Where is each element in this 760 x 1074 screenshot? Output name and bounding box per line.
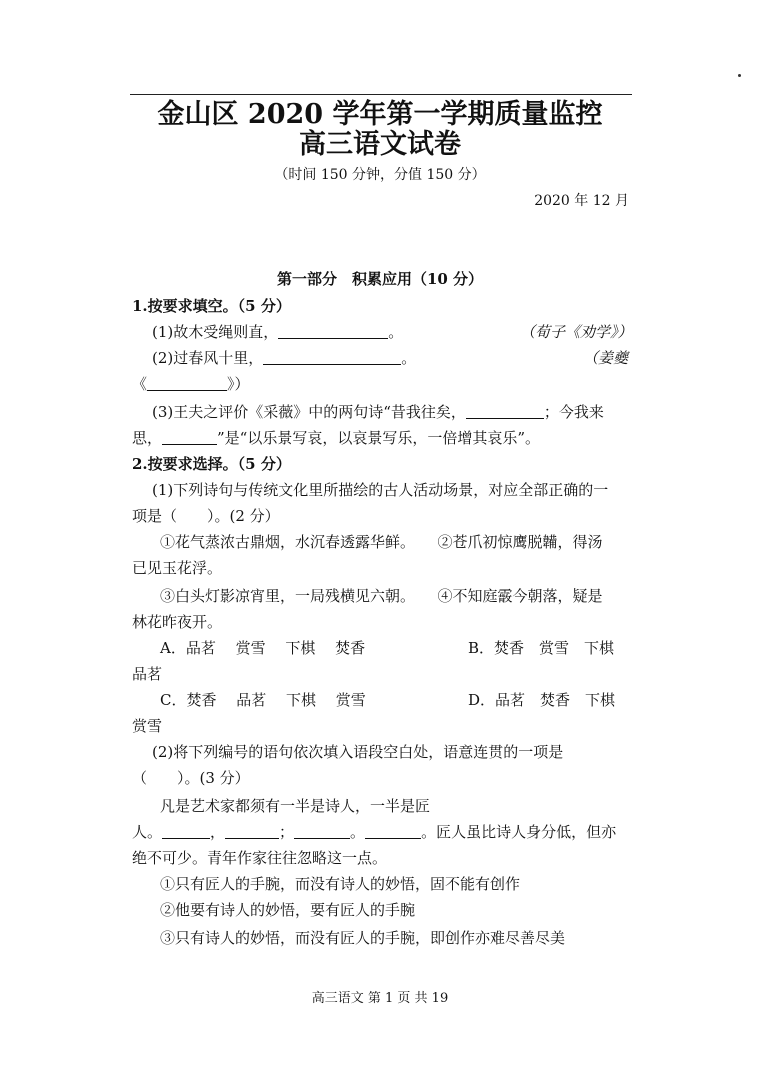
q1-item2-text: (2)过春风十里， [152, 349, 264, 367]
q2-choice-2: ②他要有诗人的妙悟，要有匠人的手腕 [160, 901, 416, 919]
q2-sub2-line1: (2)将下列编号的语句依次填入语段空白处，语意连贯的一项是 [152, 743, 564, 761]
q2-para-sep1: ， [210, 823, 226, 841]
q2-para-blank2[interactable] [225, 824, 279, 839]
q2-para-start: 人。 [132, 823, 163, 841]
q2-sub2-line2: （ ）。(3 分） [132, 769, 250, 787]
q1-item3-blank2[interactable] [162, 430, 217, 445]
q2-paragraph-line3: 绝不可少。青年作家往往忽略这一点。 [132, 849, 388, 867]
corner-mark [738, 74, 741, 77]
q1-item3-blank1[interactable] [466, 404, 544, 419]
q2-option-b[interactable]: B．焚香 赏雪 下棋 [468, 639, 615, 657]
q1-item3-l2-pre: 思， [132, 429, 163, 447]
q2-sub1-line2: 项是（ ）。(2 分） [132, 507, 280, 525]
q1-item2-source: （姜夔 [583, 349, 629, 367]
q1-item3-line2 [132, 428, 540, 448]
exam-subtitle-title: 高三语文试卷 [299, 129, 461, 160]
exam-title: 金山区 2020 学年第一学期质量监控 [157, 99, 603, 130]
q2-choice-3: ③只有诗人的妙悟，而没有匠人的手腕，即创作亦难尽善尽美 [160, 929, 566, 947]
q2-poem-line1b: 已见玉花浮。 [132, 559, 223, 577]
exam-date: 2020 年 12 月 [534, 193, 629, 209]
page-footer: 高三语文 第 1 页 共 19 [311, 991, 449, 1006]
q2-paragraph-line2 [132, 822, 616, 842]
q1-item2 [152, 348, 416, 368]
q1-item1-end: 。 [388, 323, 404, 341]
q1-item3 [152, 402, 604, 422]
q1-heading: 1.按要求填空。（5 分） [132, 297, 291, 315]
q2-sub1-line1: (1)下列诗句与传统文化里所描绘的古人活动场景，对应全部正确的一 [152, 481, 609, 499]
q1-item2-book-blank[interactable] [147, 376, 227, 391]
q1-item2-blank[interactable] [263, 350, 401, 365]
q1-item2-end: 。 [401, 349, 417, 367]
q2-paragraph-line1: 凡是艺术家都须有一半是诗人，一半是匠 [160, 797, 431, 815]
q2-para-blank3[interactable] [294, 824, 350, 839]
exam-duration: （时间 150 分钟，分值 150 分） [274, 167, 486, 183]
q1-book-open: 《 [132, 375, 148, 393]
q2-poem-line2: ③白头灯影凉宵里，一局残横见六朝。 ④不知庭霰今朝落，疑是 [160, 587, 603, 605]
q2-option-d-cont: 赏雪 [132, 717, 163, 735]
q1-book-close: 》） [227, 375, 250, 393]
q2-para-blank1[interactable] [162, 824, 210, 839]
q2-option-c[interactable]: C．焚香 品茗 下棋 赏雪 [160, 691, 366, 709]
q2-poem-line1: ①花气蒸浓古鼎烟，水沉春透露华鲜。 ②苍爪初惊鹰脱韛，得汤 [160, 533, 603, 551]
q2-option-d[interactable]: D．品茗 焚香 下棋 [468, 691, 616, 709]
q1-item1-blank[interactable] [278, 324, 388, 339]
q2-option-b-cont: 品茗 [132, 665, 163, 683]
q2-para-sep3: 。 [350, 823, 366, 841]
q2-para-sep2: ； [279, 823, 295, 841]
q1-item3-l2-post: ”是“以乐景写哀，以哀景写乐，一倍增其哀乐”。 [217, 429, 541, 447]
q1-item1-source: （荀子《劝学》） [520, 323, 633, 341]
q2-poem-line2b: 林花昨夜开。 [132, 613, 223, 631]
q2-choice-1: ①只有匠人的手腕，而没有诗人的妙悟，固不能有创作 [160, 875, 521, 893]
q2-para-sep4: 。匠人虽比诗人身分低，但亦 [421, 823, 617, 841]
q1-item1-text: (1)故木受绳则直， [152, 323, 279, 341]
q1-item3-mid: ；今我来 [543, 403, 604, 421]
q2-heading: 2.按要求选择。（5 分） [132, 455, 291, 473]
q2-option-a[interactable]: A．品茗 赏雪 下棋 焚香 [160, 639, 366, 657]
q1-item1 [152, 322, 403, 342]
q2-para-blank4[interactable] [365, 824, 421, 839]
q1-item3-text: (3)王夫之评价《采薇》中的两句诗“昔我往矣， [152, 403, 466, 421]
header-rule [130, 94, 632, 95]
part1-title: 第一部分 积累应用（10 分） [276, 270, 484, 288]
q1-item2-book [132, 374, 250, 394]
